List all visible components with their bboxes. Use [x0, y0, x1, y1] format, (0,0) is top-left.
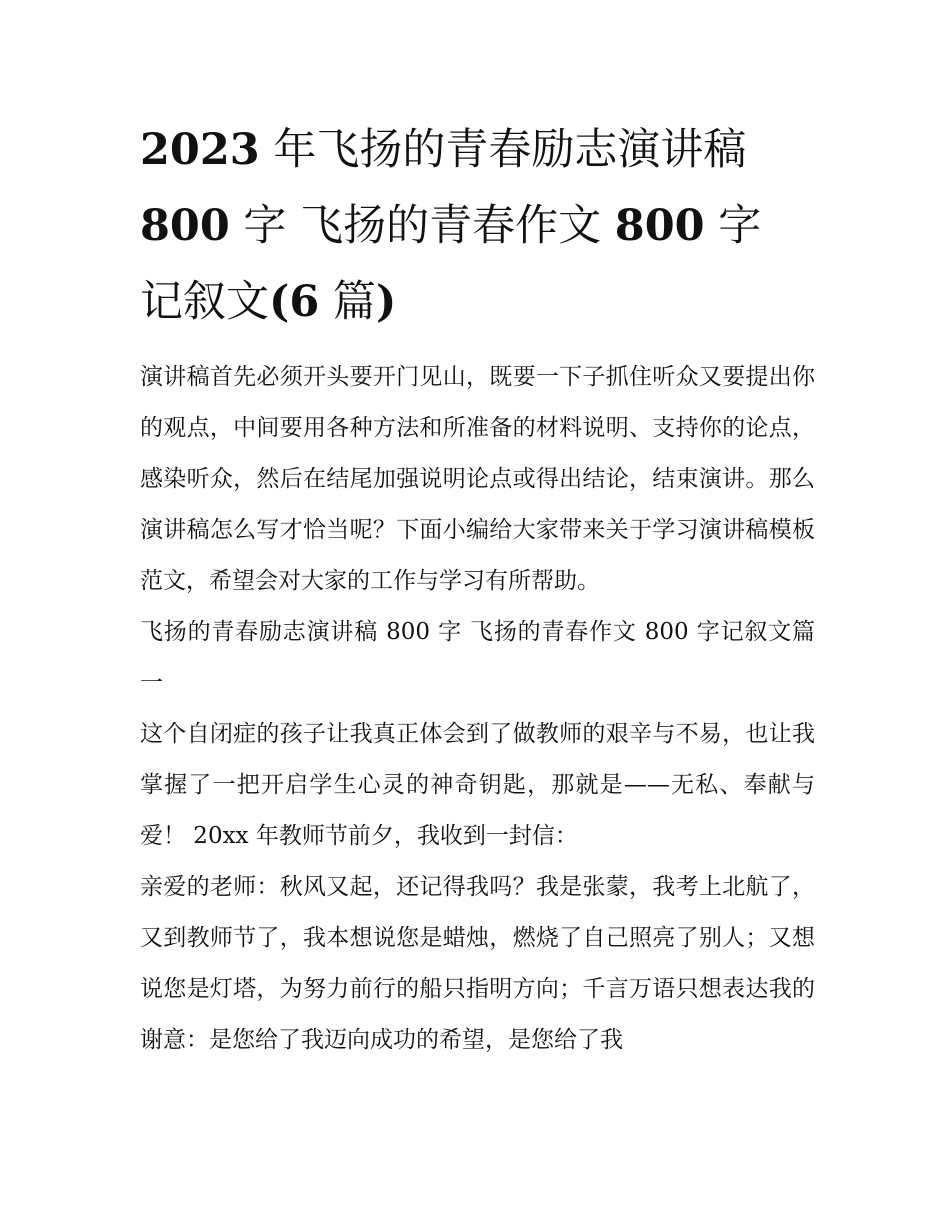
document-page	[140, 112, 815, 1066]
section-heading: 飞扬的青春励志演讲稿 800 字 飞扬的青春作文 800 字记叙文篇一	[140, 619, 815, 696]
title-line-1	[140, 112, 815, 188]
letter-paragraph: 亲爱的老师：秋风又起，还记得我吗？我是张蒙，我考上北航了，又到教师节了，我本想说您是蜡烛，燃烧了自己照亮了别人；又想说您是灯塔，为努力前行的船只指明方向；千言万语只想表达我的谢意：是您给了我迈向成功的希望，是您给了我	[140, 874, 815, 1053]
body-paragraph: 这个自闭症的孩子让我真正体会到了做教师的艰辛与不易，也让我掌握了一把开启学生心灵的神奇钥匙，那就是——无私、奉献与爱！ 20xx 年教师节前夕，我收到一封信：	[140, 721, 815, 849]
title-line-3: 记叙文(6 篇)	[140, 277, 397, 327]
title-year: 2023	[140, 125, 260, 175]
title-line-2: 800 字 飞扬的青春作文 800 字	[140, 201, 762, 251]
title-line-1-text: 年飞扬的青春励志演讲稿	[259, 125, 747, 175]
document-title	[140, 112, 815, 340]
intro-paragraph: 演讲稿首先必须开头要开门见山，既要一下子抓住听众又要提出你的观点，中间要用各种方法和所准备的材料说明、支持你的论点，感染听众，然后在结尾加强说明论点或得出结论，结束演讲。那么演讲稿怎么写才恰当呢？下面小编给大家带来关于学习演讲稿模板范文，希望会对大家的工作与学习有所帮助。	[140, 364, 815, 594]
